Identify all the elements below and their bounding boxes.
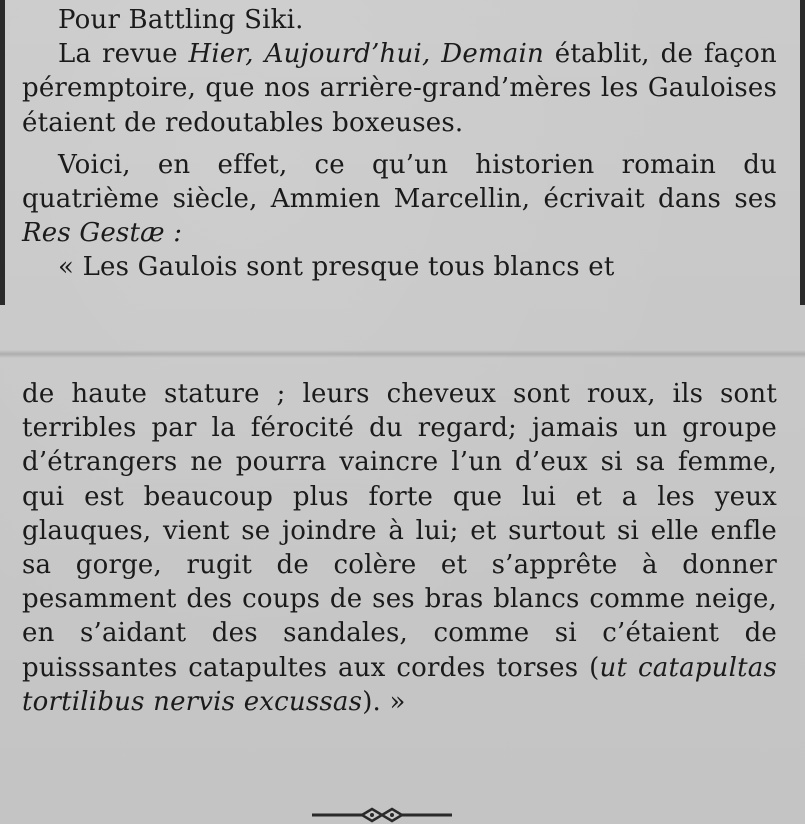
paragraph-2 [22, 148, 777, 251]
article-heading: Pour Battling Siki. [58, 5, 304, 35]
section-divider-ornament [312, 805, 452, 824]
quote-closing: ). » [362, 686, 406, 717]
column-rule-left [0, 0, 5, 305]
paragraph-2-body: Voici, en effet, ce qu’un historien romain du quatrième siècle, Ammien Marcellin, écrivait dans ses [22, 149, 777, 215]
column-rule-right [800, 0, 805, 305]
paragraph-1 [22, 37, 777, 140]
work-title: Res Gestæ : [22, 218, 183, 249]
paragraph-1-body: établit, de façon péremptoire, que nos arrière-grand’mères les Gauloises étaient de redoutables boxeuses. [22, 39, 777, 138]
review-title: Hier, Aujourd’hui, Demain [188, 39, 544, 70]
paragraph-1-lead: La revue [58, 39, 189, 70]
article-bottom-block [22, 377, 777, 719]
quote-body: de haute stature ; leurs cheveux sont roux, ils sont terribles par la férocité du regard; jamais un groupe d’étrangers ne pourra vaincre l’un d’eux si sa femme, qui est beaucoup plus forte que lui et a les yeux glauques, vient se joindre à lui; et surtout si elle enfle sa gorge, rugit de colère et s’apprête à donner pesamment des coups de ses bras blancs comme neige, en s’aidant des sandales, comme si c’étaient de puisssantes catapultes aux cordes torses ( [22, 379, 777, 683]
page-fold [0, 350, 805, 358]
quote-opening-line: « Les Gaulois sont presque tous blancs et [58, 252, 615, 283]
quote-continuation [22, 377, 777, 719]
article-top-block [22, 3, 777, 285]
latin-phrase: ut catapultas tortilibus nervis excussas [22, 652, 777, 717]
